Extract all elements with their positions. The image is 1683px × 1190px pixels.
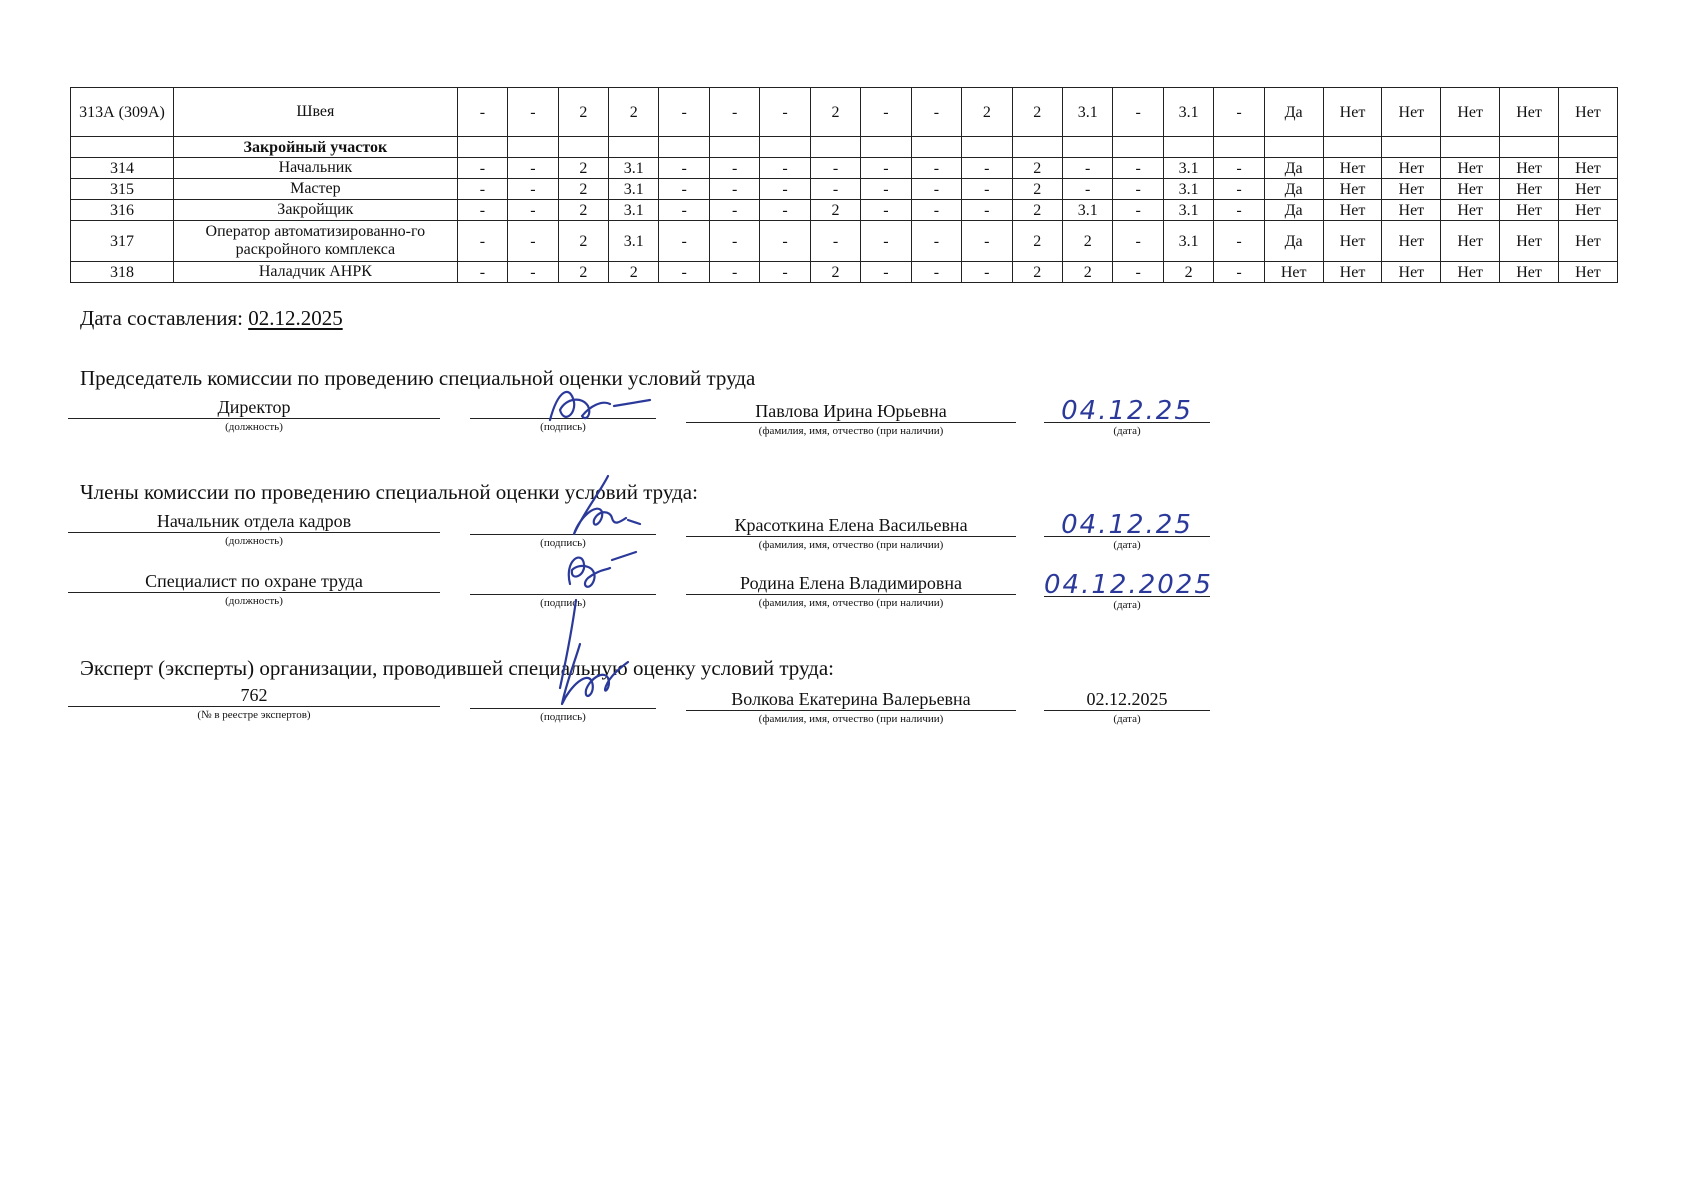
value-cell: -: [962, 221, 1012, 262]
value-cell: -: [861, 262, 911, 283]
value-cell: -: [659, 200, 709, 221]
value-cell: Нет: [1323, 221, 1382, 262]
value-cell: Нет: [1441, 221, 1500, 262]
value-cell: 2: [1012, 200, 1062, 221]
expert-signature: [540, 640, 650, 710]
expert-registry-field: [68, 684, 440, 722]
caption-signature: (подпись): [540, 537, 586, 549]
table-row: [71, 88, 1618, 137]
chairman-position-field: [68, 396, 440, 434]
value-cell: -: [810, 158, 860, 179]
caption-fio: (фамилия, имя, отчество (при наличии): [758, 597, 944, 609]
value-cell: 3.1: [609, 158, 659, 179]
member2-name-field: [686, 572, 1016, 610]
value-cell: -: [457, 262, 507, 283]
empty-cell: [659, 137, 709, 158]
empty-cell: [861, 137, 911, 158]
value-cell: 2: [609, 88, 659, 137]
table-row: [71, 262, 1618, 283]
empty-cell: [1012, 137, 1062, 158]
value-cell: 2: [609, 262, 659, 283]
value-cell: Нет: [1500, 158, 1559, 179]
table-row: [71, 221, 1618, 262]
value-cell: Да: [1264, 221, 1323, 262]
empty-cell: [709, 137, 759, 158]
value-cell: -: [911, 158, 961, 179]
value-cell: -: [1113, 262, 1163, 283]
member1-signature: [540, 472, 660, 544]
value-cell: -: [760, 221, 810, 262]
value-cell: -: [1113, 158, 1163, 179]
empty-cell: [962, 137, 1012, 158]
date-compiled-label: Дата составления:: [80, 306, 243, 330]
value-cell: Да: [1264, 179, 1323, 200]
value-cell: -: [709, 221, 759, 262]
caption-date: (дата): [1113, 425, 1141, 437]
value-cell: Да: [1264, 158, 1323, 179]
value-cell: -: [962, 200, 1012, 221]
workplace-number: 316: [71, 200, 174, 221]
value-cell: -: [709, 200, 759, 221]
position-name: Оператор автоматизированно-го раскройного комплекса: [173, 221, 457, 262]
value-cell: 3.1: [1163, 179, 1213, 200]
position-name: Начальник: [173, 158, 457, 179]
value-cell: -: [861, 221, 911, 262]
value-cell: 2: [810, 262, 860, 283]
value-cell: Да: [1264, 88, 1323, 137]
value-cell: -: [709, 88, 759, 137]
value-cell: 2: [558, 179, 608, 200]
value-cell: 2: [1062, 262, 1112, 283]
workplace-number: 313А (309А): [71, 88, 174, 137]
value-cell: Нет: [1382, 88, 1441, 137]
table-body: [71, 88, 1618, 283]
chairman-date: 04.12.25: [1044, 400, 1210, 423]
value-cell: -: [659, 262, 709, 283]
workplace-number: 315: [71, 179, 174, 200]
value-cell: Нет: [1558, 262, 1617, 283]
value-cell: 2: [962, 88, 1012, 137]
date-compiled-line: [80, 306, 343, 331]
value-cell: -: [911, 179, 961, 200]
member1-date-field: [1044, 510, 1210, 552]
value-cell: 2: [810, 88, 860, 137]
value-cell: -: [810, 179, 860, 200]
empty-cell: [457, 137, 507, 158]
value-cell: -: [659, 88, 709, 137]
value-cell: 3.1: [1163, 221, 1213, 262]
value-cell: -: [760, 158, 810, 179]
workplace-number: 317: [71, 221, 174, 262]
table-row: [71, 200, 1618, 221]
value-cell: Нет: [1382, 179, 1441, 200]
empty-cell: [1382, 137, 1441, 158]
value-cell: -: [1214, 262, 1264, 283]
value-cell: -: [659, 158, 709, 179]
value-cell: -: [508, 88, 558, 137]
value-cell: -: [457, 179, 507, 200]
empty-cell: [1264, 137, 1323, 158]
value-cell: 2: [1012, 262, 1062, 283]
value-cell: -: [861, 200, 911, 221]
section-row: [71, 137, 1618, 158]
value-cell: -: [911, 221, 961, 262]
value-cell: Да: [1264, 200, 1323, 221]
value-cell: -: [457, 200, 507, 221]
member2-position: Специалист по охране труда: [68, 570, 440, 593]
value-cell: Нет: [1323, 179, 1382, 200]
chairman-position: Директор: [68, 396, 440, 419]
value-cell: 2: [1062, 221, 1112, 262]
value-cell: 2: [558, 262, 608, 283]
position-name: Наладчик АНРК: [173, 262, 457, 283]
value-cell: Нет: [1500, 200, 1559, 221]
expert-heading: Эксперт (эксперты) организации, проводившей специальную оценку условий труда:: [80, 656, 835, 680]
value-cell: 2: [1012, 221, 1062, 262]
value-cell: Нет: [1323, 158, 1382, 179]
caption-fio: (фамилия, имя, отчество (при наличии): [758, 713, 944, 725]
section-title: Закройный участок: [173, 137, 457, 158]
caption-signature: (подпись): [540, 711, 586, 723]
value-cell: Нет: [1441, 262, 1500, 283]
value-cell: 3.1: [1163, 88, 1213, 137]
value-cell: -: [760, 88, 810, 137]
value-cell: -: [861, 158, 911, 179]
value-cell: -: [1214, 88, 1264, 137]
value-cell: -: [861, 179, 911, 200]
value-cell: 3.1: [1062, 200, 1112, 221]
value-cell: Нет: [1441, 179, 1500, 200]
workplace-number: 318: [71, 262, 174, 283]
value-cell: -: [709, 179, 759, 200]
empty-cell: [911, 137, 961, 158]
value-cell: -: [861, 88, 911, 137]
value-cell: -: [508, 200, 558, 221]
empty-cell: [508, 137, 558, 158]
value-cell: -: [1062, 158, 1112, 179]
value-cell: Нет: [1382, 262, 1441, 283]
empty-cell: [1323, 137, 1382, 158]
value-cell: -: [1113, 221, 1163, 262]
member1-position: Начальник отдела кадров: [68, 510, 440, 533]
value-cell: Нет: [1500, 88, 1559, 137]
value-cell: 3.1: [609, 179, 659, 200]
value-cell: Нет: [1441, 88, 1500, 137]
value-cell: -: [1113, 179, 1163, 200]
caption-date: (дата): [1113, 599, 1141, 611]
chairman-name: Павлова Ирина Юрьевна: [686, 400, 1016, 423]
empty-cell: [558, 137, 608, 158]
value-cell: -: [1214, 221, 1264, 262]
member2-date: 04.12.2025: [1044, 570, 1213, 600]
empty-cell: [1500, 137, 1559, 158]
value-cell: Нет: [1558, 200, 1617, 221]
caption-signature: (подпись): [540, 597, 586, 609]
member2-date-field: [1044, 570, 1213, 612]
value-cell: -: [508, 221, 558, 262]
value-cell: -: [1214, 158, 1264, 179]
value-cell: 3.1: [609, 221, 659, 262]
value-cell: -: [659, 179, 709, 200]
value-cell: Нет: [1558, 158, 1617, 179]
value-cell: 3.1: [1163, 158, 1213, 179]
position-name: Швея: [173, 88, 457, 137]
expert-name: Волкова Екатерина Валерьевна: [686, 688, 1016, 711]
empty-cell: [609, 137, 659, 158]
value-cell: Нет: [1441, 200, 1500, 221]
value-cell: -: [709, 262, 759, 283]
value-cell: 3.1: [1163, 200, 1213, 221]
value-cell: 3.1: [1062, 88, 1112, 137]
expert-date: 02.12.2025: [1044, 688, 1210, 711]
value-cell: -: [1214, 179, 1264, 200]
value-cell: Нет: [1323, 88, 1382, 137]
empty-cell: [760, 137, 810, 158]
workplace-number: 314: [71, 158, 174, 179]
position-name: Закройщик: [173, 200, 457, 221]
value-cell: 2: [1163, 262, 1213, 283]
value-cell: -: [508, 179, 558, 200]
value-cell: 2: [1012, 158, 1062, 179]
value-cell: -: [457, 221, 507, 262]
results-table: [70, 87, 1618, 283]
empty-cell: [1113, 137, 1163, 158]
value-cell: -: [760, 179, 810, 200]
value-cell: -: [962, 262, 1012, 283]
value-cell: Нет: [1382, 158, 1441, 179]
position-name: Мастер: [173, 179, 457, 200]
value-cell: -: [709, 158, 759, 179]
caption-registry: (№ в реестре экспертов): [197, 709, 311, 721]
value-cell: -: [457, 88, 507, 137]
value-cell: 2: [1012, 179, 1062, 200]
value-cell: 3.1: [609, 200, 659, 221]
member1-date: 04.12.25: [1044, 514, 1210, 537]
caption-fio: (фамилия, имя, отчество (при наличии): [758, 425, 944, 437]
chairman-heading: Председатель комиссии по проведению специальной оценки условий труда: [80, 366, 756, 390]
table-row: [71, 158, 1618, 179]
value-cell: -: [1113, 88, 1163, 137]
value-cell: -: [810, 221, 860, 262]
value-cell: Нет: [1382, 221, 1441, 262]
member1-name-field: [686, 514, 1016, 552]
value-cell: -: [962, 158, 1012, 179]
value-cell: -: [760, 262, 810, 283]
table-row: [71, 179, 1618, 200]
member2-name: Родина Елена Владимировна: [686, 572, 1016, 595]
section-number-cell: [71, 137, 174, 158]
expert-registry-number: 762: [68, 684, 440, 707]
value-cell: -: [1113, 200, 1163, 221]
caption-date: (дата): [1113, 539, 1141, 551]
value-cell: -: [508, 158, 558, 179]
value-cell: -: [508, 262, 558, 283]
value-cell: -: [911, 88, 961, 137]
value-cell: 2: [1012, 88, 1062, 137]
value-cell: Нет: [1382, 200, 1441, 221]
empty-cell: [1441, 137, 1500, 158]
caption-position: (должность): [225, 535, 283, 547]
empty-cell: [810, 137, 860, 158]
date-compiled-value: 02.12.2025: [248, 306, 343, 330]
value-cell: Нет: [1500, 179, 1559, 200]
value-cell: 2: [558, 221, 608, 262]
value-cell: 2: [558, 200, 608, 221]
value-cell: Нет: [1500, 262, 1559, 283]
value-cell: -: [911, 262, 961, 283]
value-cell: -: [911, 200, 961, 221]
value-cell: 2: [558, 158, 608, 179]
members-heading: Члены комиссии по проведению специальной оценки условий труда:: [80, 480, 698, 504]
caption-signature: (подпись): [540, 421, 586, 433]
value-cell: Нет: [1558, 88, 1617, 137]
value-cell: Нет: [1558, 179, 1617, 200]
empty-cell: [1062, 137, 1112, 158]
value-cell: 2: [810, 200, 860, 221]
empty-cell: [1214, 137, 1264, 158]
value-cell: 2: [558, 88, 608, 137]
value-cell: Нет: [1323, 262, 1382, 283]
value-cell: -: [1214, 200, 1264, 221]
value-cell: Нет: [1500, 221, 1559, 262]
chairman-date-field: [1044, 396, 1210, 438]
chairman-name-field: [686, 400, 1016, 438]
caption-date: (дата): [1113, 713, 1141, 725]
empty-cell: [1558, 137, 1617, 158]
chairman-signature: [530, 380, 670, 430]
value-cell: Нет: [1441, 158, 1500, 179]
value-cell: -: [1062, 179, 1112, 200]
value-cell: -: [457, 158, 507, 179]
expert-date-field: [1044, 688, 1210, 726]
value-cell: Нет: [1264, 262, 1323, 283]
value-cell: -: [760, 200, 810, 221]
member1-name: Красоткина Елена Васильевна: [686, 514, 1016, 537]
caption-position: (должность): [225, 421, 283, 433]
value-cell: Нет: [1323, 200, 1382, 221]
member2-position-field: [68, 570, 440, 608]
member1-position-field: [68, 510, 440, 548]
caption-position: (должность): [225, 595, 283, 607]
expert-name-field: [686, 688, 1016, 726]
value-cell: -: [659, 221, 709, 262]
value-cell: -: [962, 179, 1012, 200]
value-cell: Нет: [1558, 221, 1617, 262]
empty-cell: [1163, 137, 1213, 158]
caption-fio: (фамилия, имя, отчество (при наличии): [758, 539, 944, 551]
